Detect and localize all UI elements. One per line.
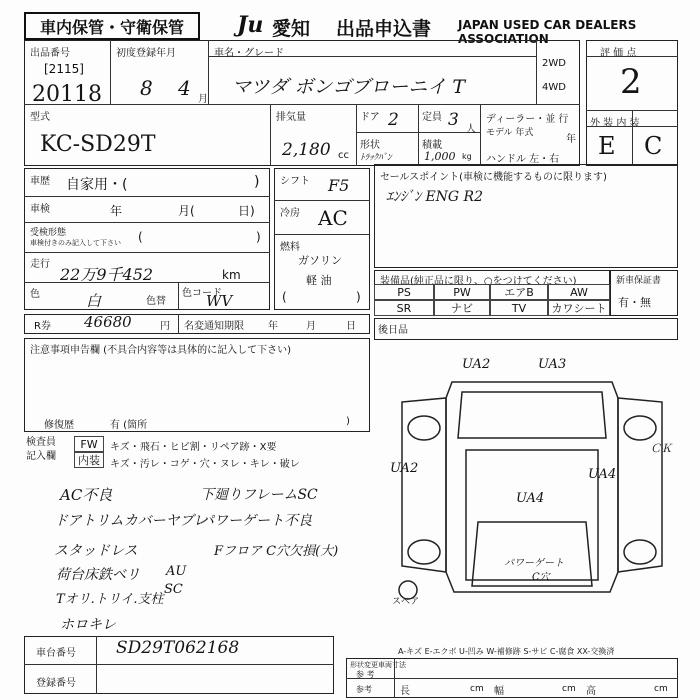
cab-outline [458, 392, 606, 438]
mark-c-hole: C穴 [532, 572, 550, 583]
color-label: 色 [30, 289, 40, 300]
exterior-grade: E [598, 132, 616, 160]
load-label: 積載 [422, 140, 442, 151]
note-studless: スタッドレス [54, 543, 138, 559]
shape-value: ﾄﾗｯｸﾊﾞﾝ [360, 153, 392, 163]
usage-value: 自家用・( [66, 177, 128, 193]
fuel-alt: 軽 油 [306, 274, 332, 287]
wheel-fl [408, 416, 440, 440]
equip-aw: AW [548, 284, 610, 300]
score-label: 評 価 点 [600, 48, 637, 59]
equip-leather: カワシート [548, 300, 610, 316]
note-sc: SC [164, 582, 183, 597]
inspection-year: 年 [110, 204, 123, 218]
chassis-label: 車台番号 [36, 648, 76, 659]
shift-value: F5 [328, 176, 350, 195]
brand-name: 愛知 [272, 18, 311, 40]
repair-label: 修復歴 [44, 420, 74, 431]
transfer-year: 年 [268, 321, 278, 332]
receipt-paren: ( [138, 230, 143, 244]
fuel-label: 燃料 [280, 242, 300, 253]
fuel-value: ガソリン [298, 254, 342, 267]
model-value: KC-SD29T [40, 132, 156, 157]
receipt-close: ) [256, 230, 261, 244]
wheel-rl [408, 540, 440, 564]
wheel-rr [624, 540, 656, 564]
note-horo: ホロキレ [60, 617, 116, 633]
handle-label: ハンドル 左・右 [486, 154, 560, 165]
ext-int-label: 外 装 内 装 [590, 118, 640, 129]
plate-label: 登録番号 [36, 678, 76, 689]
shaken-value: 46680 [84, 313, 132, 331]
inspection-day: 日) [238, 204, 255, 218]
sales-label: セールスポイント(車検に機能するものに限ります) [380, 172, 607, 183]
sales-value: ｴﾝｼﾞﾝ ENG R2 [386, 189, 484, 205]
fuel-paren-close: ) [356, 290, 361, 304]
notes-label: 注意事項申告欄 (不具合内容等は具体的に記入して下さい) [30, 345, 291, 356]
name-label: 車名・グレード [214, 48, 284, 59]
note-door-trim: ドアトリムカバーヤブレ [54, 513, 208, 529]
lot-number: 20118 [32, 82, 102, 107]
ac-label: 冷房 [280, 208, 300, 219]
seats-label: 定員 [422, 112, 442, 123]
after-items-label: 後日品 [378, 325, 408, 336]
repair-close: ) [346, 416, 350, 427]
length-label: 長 [400, 686, 410, 697]
color-code-label: 色コード [182, 288, 222, 299]
spare-label: スペア [392, 597, 420, 607]
fuel-paren-open: ( [282, 290, 287, 304]
repair-value: 有 (箇所 [110, 420, 148, 431]
shape-label: 形状 [360, 140, 380, 151]
note-tori: Tオリ.トリイ.支柱 [56, 592, 164, 607]
mark-ua4-bed: UA4 [516, 491, 545, 506]
reg-month: 4 [178, 76, 191, 100]
color-code-value: WV [206, 292, 233, 310]
car-name: マツダ ボンゴブローニイ T [232, 76, 465, 98]
wheel-fr [624, 416, 656, 440]
displacement-label: 排気量 [276, 112, 306, 123]
damage-legend: A-キズ E-エクボ U-凹み W-補修跡 S-サビ C-腐食 XX-交換済 [398, 647, 615, 656]
mark-ua2-left: UA2 [390, 461, 419, 476]
interior-grade: C [644, 132, 663, 160]
warranty-value: 有・無 [618, 296, 651, 309]
equipment-label: 装備品(純正品に限り、○をつけてください) [380, 276, 577, 287]
shift-label: シフト [280, 176, 310, 187]
interior-items: キズ・汚レ・コゲ・穴・ヌレ・キレ・破レ [110, 459, 300, 470]
transfer-day: 日 [346, 321, 356, 332]
score-value: 2 [620, 62, 642, 102]
displacement-unit: cc [338, 150, 349, 161]
width-label: 幅 [494, 686, 504, 697]
equip-ps: PS [374, 284, 434, 300]
ref-label: 参 考 [356, 670, 375, 679]
shaken-label: R券 [34, 321, 51, 332]
note-floor: Fフロア C穴欠損(大) [214, 544, 339, 559]
storage-title-box: 車内保管・守衛保管 [24, 12, 200, 40]
equip-navi: ナビ [434, 300, 490, 316]
mark-ck: ＣＫ [650, 442, 672, 455]
note-ac: AC不良 [60, 486, 113, 504]
shaken-unit: 円 [160, 321, 170, 332]
inspection-month: 月( [178, 204, 195, 218]
model-year-label: モデル 年式 [486, 128, 534, 138]
color-value: 白 [86, 292, 102, 310]
form-heading: 出品申込書 [336, 18, 432, 40]
ju-logo: Ju [237, 12, 264, 38]
seats-unit: 人 [466, 124, 476, 135]
mark-ua2-top: UA2 [462, 357, 491, 372]
receipt-label: 受検形態 [30, 228, 67, 238]
equip-tv: TV [490, 300, 548, 316]
chassis-value: SD29T062168 [116, 638, 240, 658]
dim-label: 形状変更車両寸法 [350, 661, 406, 669]
fw-items: キズ・飛石・ヒビ割・リペア跡・X要 [110, 442, 277, 453]
inspection-label: 車検 [30, 204, 50, 215]
length-unit: cm [470, 684, 484, 694]
displacement-value: 2,180 [282, 140, 331, 160]
model-label: 型式 [30, 112, 50, 123]
year-unit: 年 [566, 134, 576, 145]
warranty-label: 新車保証書 [616, 276, 662, 286]
width-unit: cm [562, 684, 576, 694]
color-change-label: 色替 [146, 296, 166, 307]
equip-airbag: エアB [490, 284, 548, 300]
drive-2wd: 2WD [542, 58, 566, 69]
ac-value: AC [318, 206, 348, 230]
height-label: 高 [586, 686, 596, 697]
mileage-label: 走行 [30, 259, 50, 270]
note-au: AU [166, 564, 187, 579]
association-name: JAPAN USED CAR DEALERS ASSOCIATION [458, 18, 637, 46]
car-damage-diagram [382, 342, 682, 608]
note-frame: 下廻りフレームSC [200, 487, 318, 503]
note-bed-iron: 荷台床鉄ベリ [56, 567, 140, 583]
interior-cell: 内装 [74, 452, 104, 468]
inspector-label: 検査員 記入欄 [26, 437, 56, 462]
equip-sr: SR [374, 300, 434, 316]
note-powergate: パワーゲート不良 [200, 513, 312, 529]
seats-value: 3 [448, 110, 459, 130]
mark-ua3-top: UA3 [538, 357, 567, 372]
load-value: 1,000 [424, 150, 456, 163]
ref2-label: 参考 [356, 685, 372, 694]
after-items-block [374, 318, 678, 340]
dealer-label: ディーラー・並 行 [486, 114, 569, 125]
month-unit: 月 [198, 94, 208, 105]
mark-powergate: パワーゲート [504, 558, 564, 569]
transfer-label: 名変通知期限 [184, 321, 244, 332]
usage-close: ) [254, 174, 260, 190]
mileage-unit: km [222, 268, 241, 282]
door-value: 2 [388, 110, 399, 130]
transfer-month: 月 [306, 321, 316, 332]
lot-small: [2115] [44, 62, 84, 76]
receipt-sub: 車検付きのみ記入して下さい [30, 239, 121, 247]
fw-cell: FW [74, 436, 104, 452]
load-unit: kg [462, 152, 472, 161]
usage-label: 車歴 [30, 176, 50, 187]
equip-pw: PW [434, 284, 490, 300]
mileage-value: 22万9千452 [60, 265, 154, 284]
mark-ua4-right: UA4 [588, 467, 617, 482]
reg-label: 初度登録年月 [116, 48, 176, 59]
height-unit: cm [654, 684, 668, 694]
lot-label: 出品番号 [30, 48, 70, 59]
drive-4wd: 4WD [542, 82, 566, 93]
reg-year: 8 [140, 76, 153, 100]
door-label: ドア [360, 112, 380, 123]
